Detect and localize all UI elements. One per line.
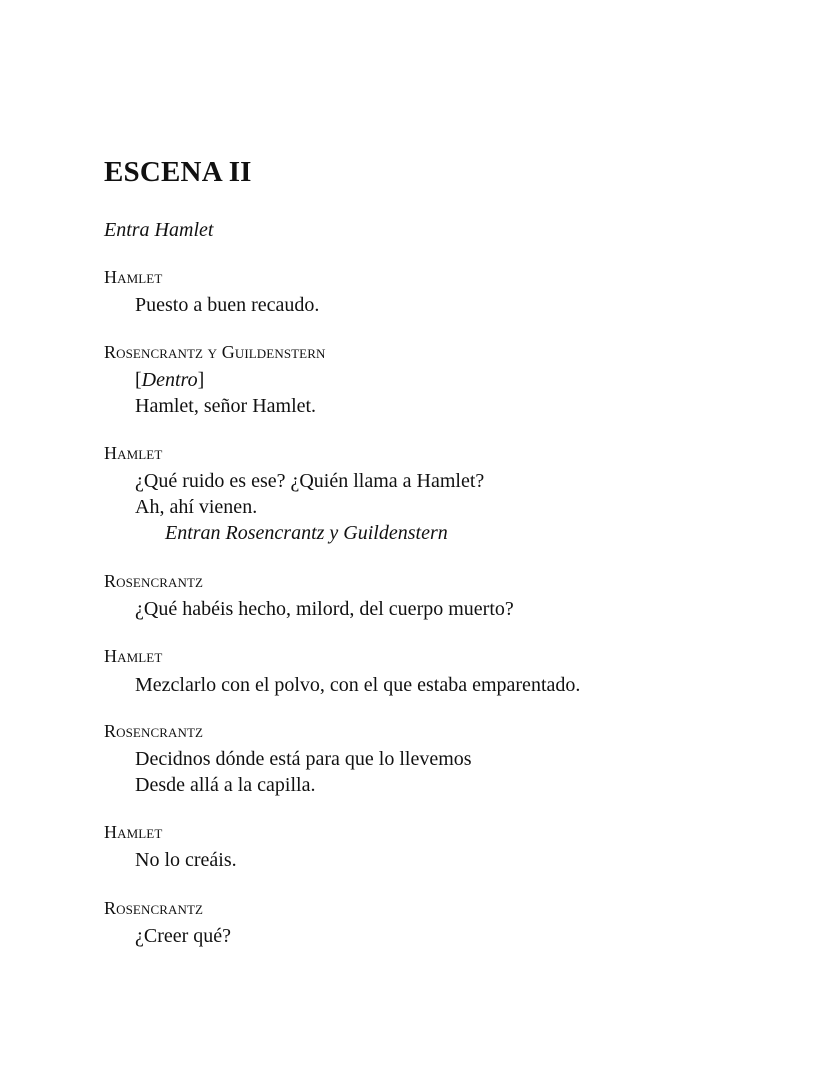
speaker-name: Hamlet xyxy=(104,267,163,287)
speech-block xyxy=(135,596,514,622)
speech-line: Desde allá a la capilla. xyxy=(135,774,316,796)
scene-title: ESCENA II xyxy=(104,156,252,188)
speech-line: Hamlet, señor Hamlet. xyxy=(135,395,317,417)
speaker-name: Hamlet xyxy=(104,822,163,842)
speech-line: ¿Qué ruido es ese? ¿Quién llama a Hamlet? xyxy=(135,470,485,492)
speech-line: No lo creáis. xyxy=(135,849,237,871)
speech-block xyxy=(135,468,484,546)
bracket-open: [ xyxy=(135,369,142,391)
speaker-name: Hamlet xyxy=(104,646,163,666)
bracketed-direction xyxy=(135,367,316,393)
aside-text: Dentro xyxy=(141,369,198,391)
speech-line: Puesto a buen recaudo. xyxy=(135,294,320,316)
opening-stage-direction: Entra Hamlet xyxy=(104,219,214,241)
speech-block xyxy=(135,672,580,698)
speech-line: Decidnos dónde está para que lo llevemos xyxy=(135,748,472,770)
speech-block xyxy=(135,292,319,318)
speaker-name: Rosencrantz xyxy=(104,571,204,591)
speech-line: ¿Qué habéis hecho, milord, del cuerpo muerto? xyxy=(135,598,514,620)
speech-line: Mezclarlo con el polvo, con el que estaba emparentado. xyxy=(135,674,581,696)
bracket-close: ] xyxy=(197,369,205,391)
speech-line: Ah, ahí vienen. xyxy=(135,496,258,518)
speaker-name: Rosencrantz y Guildenstern xyxy=(104,342,326,362)
speaker-name: Hamlet xyxy=(104,443,163,463)
speech-line: ¿Creer qué? xyxy=(135,925,232,947)
entrance-stage-direction: Entran Rosencrantz y Guildenstern xyxy=(165,522,448,544)
speech-block xyxy=(135,847,237,873)
speech-block xyxy=(135,923,231,949)
speech-block xyxy=(135,746,472,798)
speaker-name: Rosencrantz xyxy=(104,898,204,918)
speaker-name: Rosencrantz xyxy=(104,721,204,741)
speech-block xyxy=(135,367,316,419)
